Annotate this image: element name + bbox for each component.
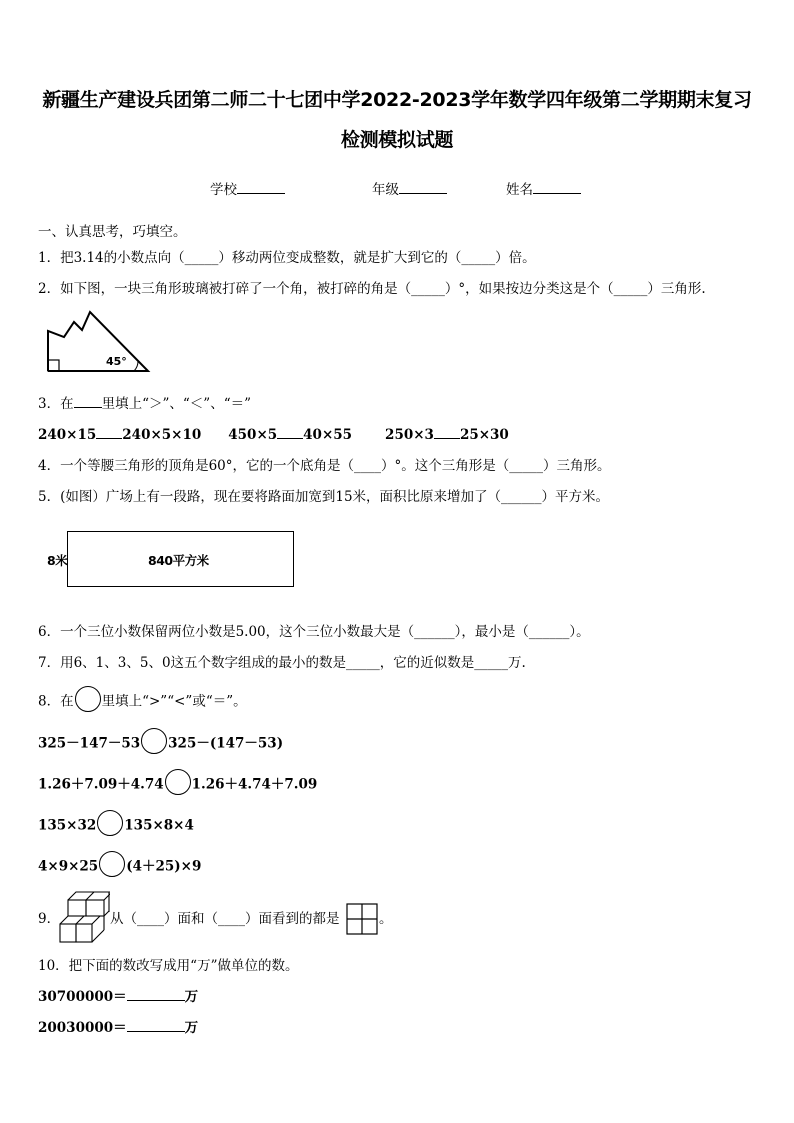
compare-blank[interactable] [434, 426, 460, 439]
question-3: 3．在 里填上“＞”、“＜”、“＝” [38, 396, 252, 412]
angle-label: 45° [106, 355, 127, 368]
grade-blank[interactable] [399, 181, 447, 194]
question-9-end: 。 [379, 911, 393, 927]
q8-row-4: 4×9×25 (4＋25)×9 [38, 857, 201, 877]
name-label: 姓名 [506, 182, 533, 198]
page-title-line2: 检测模拟试题 [340, 129, 454, 151]
grid-view-icon [346, 903, 378, 935]
q8-row-2: 1.26＋7.09＋4.74 1.26＋4.74＋7.09 [38, 775, 317, 795]
cube-stack-figure [58, 890, 110, 946]
road-width-label: 8米 [47, 553, 68, 568]
answer-blank[interactable] [127, 988, 185, 1001]
question-7: 7．用6、1、3、5、0这五个数字组成的最小的数是_____，它的近似数是_____万. [38, 655, 526, 671]
school-label: 学校 [210, 182, 237, 198]
question-4: 4．一个等腰三角形的顶角是60°，它的一个底角是（____）°。这个三角形是（_____）三角形。 [38, 458, 611, 474]
question-8: 8．在 里填上“>”“<”或“＝”。 [38, 692, 247, 712]
school-blank[interactable] [237, 181, 285, 194]
circle-blank [75, 686, 101, 712]
compare-blank[interactable] [96, 426, 122, 439]
q8-row-3: 135×32 135×8×4 [38, 816, 194, 836]
compare-circle[interactable] [97, 810, 123, 836]
question-1: 1．把3.14的小数点向（_____）移动两位变成整数，就是扩大到它的（_____）倍。 [38, 250, 536, 266]
question-10: 10．把下面的数改写成用“万”做单位的数。 [38, 958, 299, 974]
q8-row-1: 325－147－53 325－(147－53) [38, 734, 283, 754]
road-area-label: 840平方米 [148, 553, 209, 568]
compare-circle[interactable] [141, 728, 167, 754]
section-heading: 一、认真思考，巧填空。 [38, 224, 187, 240]
question-3-exprs: 240×15 240×5×10 450×5 40×55 250×3 25×30 [38, 427, 509, 443]
school-field [210, 181, 285, 199]
name-blank[interactable] [533, 181, 581, 194]
grade-label: 年级 [372, 182, 399, 198]
question-6: 6．一个三位小数保留两位小数是5.00，这个三位小数最大是（______），最小是（______）。 [38, 624, 590, 640]
broken-triangle-figure [44, 308, 154, 374]
question-2: 2．如下图，一块三角形玻璃被打碎了一个角，被打碎的角是（_____）°，如果按边分类这是个（_____）三角形. [38, 281, 706, 297]
grade-field [372, 181, 447, 199]
compare-circle[interactable] [99, 851, 125, 877]
question-9-num: 9． [38, 911, 61, 927]
q10-item-2: 20030000＝ 万 [38, 1020, 199, 1036]
q10-item-1: 30700000＝ 万 [38, 989, 199, 1005]
name-field [506, 181, 581, 199]
page-title-line1: 新疆生产建设兵团第二师二十七团中学2022-2023学年数学四年级第二学期期末复习 [42, 89, 752, 111]
question-5: 5．(如图）广场上有一段路，现在要将路面加宽到15米，面积比原来增加了（______）平方米。 [38, 489, 610, 505]
compare-blank[interactable] [277, 426, 303, 439]
compare-circle[interactable] [165, 769, 191, 795]
answer-blank[interactable] [127, 1019, 185, 1032]
question-9: 从（____）面和（____）面看到的都是 [110, 911, 340, 927]
